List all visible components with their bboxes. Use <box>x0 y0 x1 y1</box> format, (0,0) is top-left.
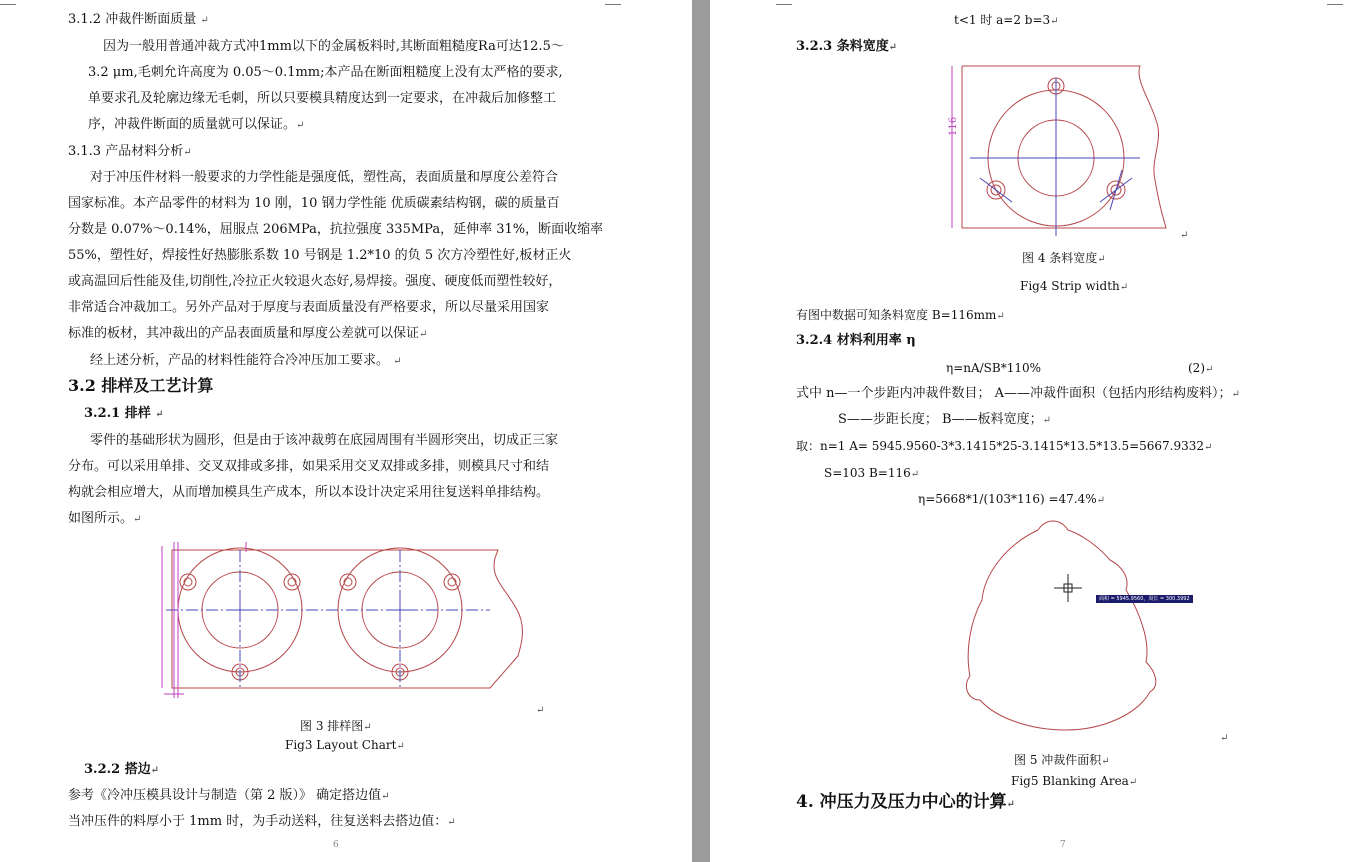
paragraph-line: 经上述分析，产品的材料性能符合冷冲压加工要求。 ↵ <box>90 353 402 368</box>
cad-area-tooltip: 面积 = 5945.9560，周长 = 300.3992 <box>1096 595 1193 603</box>
paragraph-line: 取：n=1 A= 5945.9560-3*3.1415*25-3.1415*13.5*13.5=5667.9332↵ <box>796 439 1213 453</box>
paragraph-line: 因为一般用普通冲裁方式冲1mm以下的金属板料时,其断面粗糙度Ra可达12.5～ <box>103 39 564 54</box>
page-right <box>710 0 1365 862</box>
paragraph-line: 式中 n—一个步距内冲裁件数目； A——冲裁件面积（包括内形结构废料）；↵ <box>796 386 1240 401</box>
figure-4-dimension-label: 116 <box>948 116 959 136</box>
paragraph-line: 当冲压件的料厚小于 1mm 时，为手动送料，往复送料去搭边值：↵ <box>68 814 456 829</box>
paragraph-line: 构就会相应增大，从而增加模具生产成本，所以本设计决定采用往复送料单排结构。 <box>68 485 550 500</box>
crop-mark <box>776 4 792 5</box>
figure-5-caption-en: Fig5 Blanking Area↵ <box>1011 774 1138 788</box>
paragraph-line: 参考《冷冲压模具设计与制造（第 2 版）》 确定搭边值↵ <box>68 788 390 803</box>
heading-3-2-1: 3.2.1 排样 ↵ <box>84 406 164 421</box>
figure-3-caption-cn: 图 3 排样图↵ <box>300 719 372 733</box>
paragraph-line: S——步距长度； B——板料宽度；↵ <box>838 412 1051 427</box>
crop-mark <box>605 4 621 5</box>
figure-5-caption-cn: 图 5 冲裁件面积↵ <box>1014 753 1110 767</box>
crop-mark <box>0 4 16 5</box>
paragraph-mark: ↵ <box>536 705 545 716</box>
paragraph-line: 分数是 0.07%～0.14%，屈服点 206MPa，抗拉强度 335MPa，延伸率 31%，断面收缩率 <box>68 222 604 237</box>
figure-4-caption-en: Fig4 Strip width↵ <box>1020 279 1129 293</box>
formula: η=nA/SB*110% <box>946 361 1042 375</box>
paragraph-line: η=5668*1/(103*116) =47.4%↵ <box>918 492 1106 506</box>
page-number: 6 <box>333 840 339 850</box>
heading-4: 4. 冲压力及压力中心的计算↵ <box>796 792 1016 812</box>
paragraph-line: 3.2 μm,毛刺允许高度为 0.05～0.1mm;本产品在断面粗糙度上没有太严格的要求, <box>88 65 563 80</box>
paragraph-line: S=103 B=116↵ <box>824 466 920 480</box>
paragraph-line: 有图中数据可知条料宽度 B=116mm↵ <box>796 308 1005 322</box>
figure-4-caption-cn: 图 4 条料宽度↵ <box>1022 251 1106 265</box>
page-gutter <box>692 0 710 862</box>
paragraph-line: 非常适合冲裁加工。另外产品对于厚度与表面质量没有严格要求，所以尽量采用国家 <box>68 300 550 315</box>
paragraph-line: 零件的基础形状为圆形，但是由于该冲裁剪在底园周围有半圆形突出，切成正三家 <box>90 433 559 448</box>
heading-3-2-4: 3.2.4 材料利用率 η <box>796 333 916 348</box>
paragraph-line: 或高温回后性能及佳,切削性,冷拉正火较退火态好,易焊接。强度、硬度低而塑性较好， <box>68 274 562 289</box>
heading-3-1-3: 3.1.3 产品材料分析↵ <box>68 144 192 159</box>
paragraph-mark: ↵ <box>1180 230 1189 241</box>
paragraph-line: 国家标准。本产品零件的材料为 10 刚，10 钢力学性能 优质碳素结构钢，碳的质量百 <box>68 196 560 211</box>
heading-3-2-2: 3.2.2 搭边↵ <box>84 762 160 777</box>
heading-3-1-2: 3.1.2 冲裁件断面质量 ↵ <box>68 12 209 27</box>
crop-mark <box>1327 4 1343 5</box>
heading-3-2: 3.2 排样及工艺计算 <box>68 376 214 395</box>
page-number: 7 <box>1060 840 1066 850</box>
heading-3-2-3: 3.2.3 条料宽度↵ <box>796 39 898 54</box>
figure-4-strip-width <box>950 60 1190 240</box>
paragraph-line: 分布。可以采用单排、交叉双排或多排，如果采用交叉双排或多排，则模具尺寸和结 <box>68 459 550 474</box>
paragraph-line: t<1 时 a=2 b=3↵ <box>954 13 1059 27</box>
figure-3-layout-chart <box>160 538 540 713</box>
paragraph-line: 对于冲压件材料一般要求的力学性能是强度低，塑性高，表面质量和厚度公差符合 <box>90 170 559 185</box>
figure-5-blanking-area <box>960 516 1170 736</box>
paragraph-mark: ↵ <box>1220 733 1229 744</box>
paragraph-line: 序，冲裁件断面的质量就可以保证。↵ <box>88 117 305 132</box>
paragraph-line: 标准的板材，其冲裁出的产品表面质量和厚度公差就可以保证↵ <box>68 326 428 341</box>
formula-number: (2)↵ <box>1188 361 1214 375</box>
paragraph-line: 如图所示。↵ <box>68 511 142 526</box>
paragraph-line: 单要求孔及轮廓边缘无毛刺，所以只要模具精度达到一定要求，在冲裁后加修整工 <box>88 91 557 106</box>
paragraph-line: 55%，塑性好，焊接性好热膨胀系数 10 号钢是 1.2*10 的负 5 次方冷塑性好,板材正火 <box>68 248 572 263</box>
figure-3-caption-en: Fig3 Layout Chart↵ <box>285 738 405 752</box>
